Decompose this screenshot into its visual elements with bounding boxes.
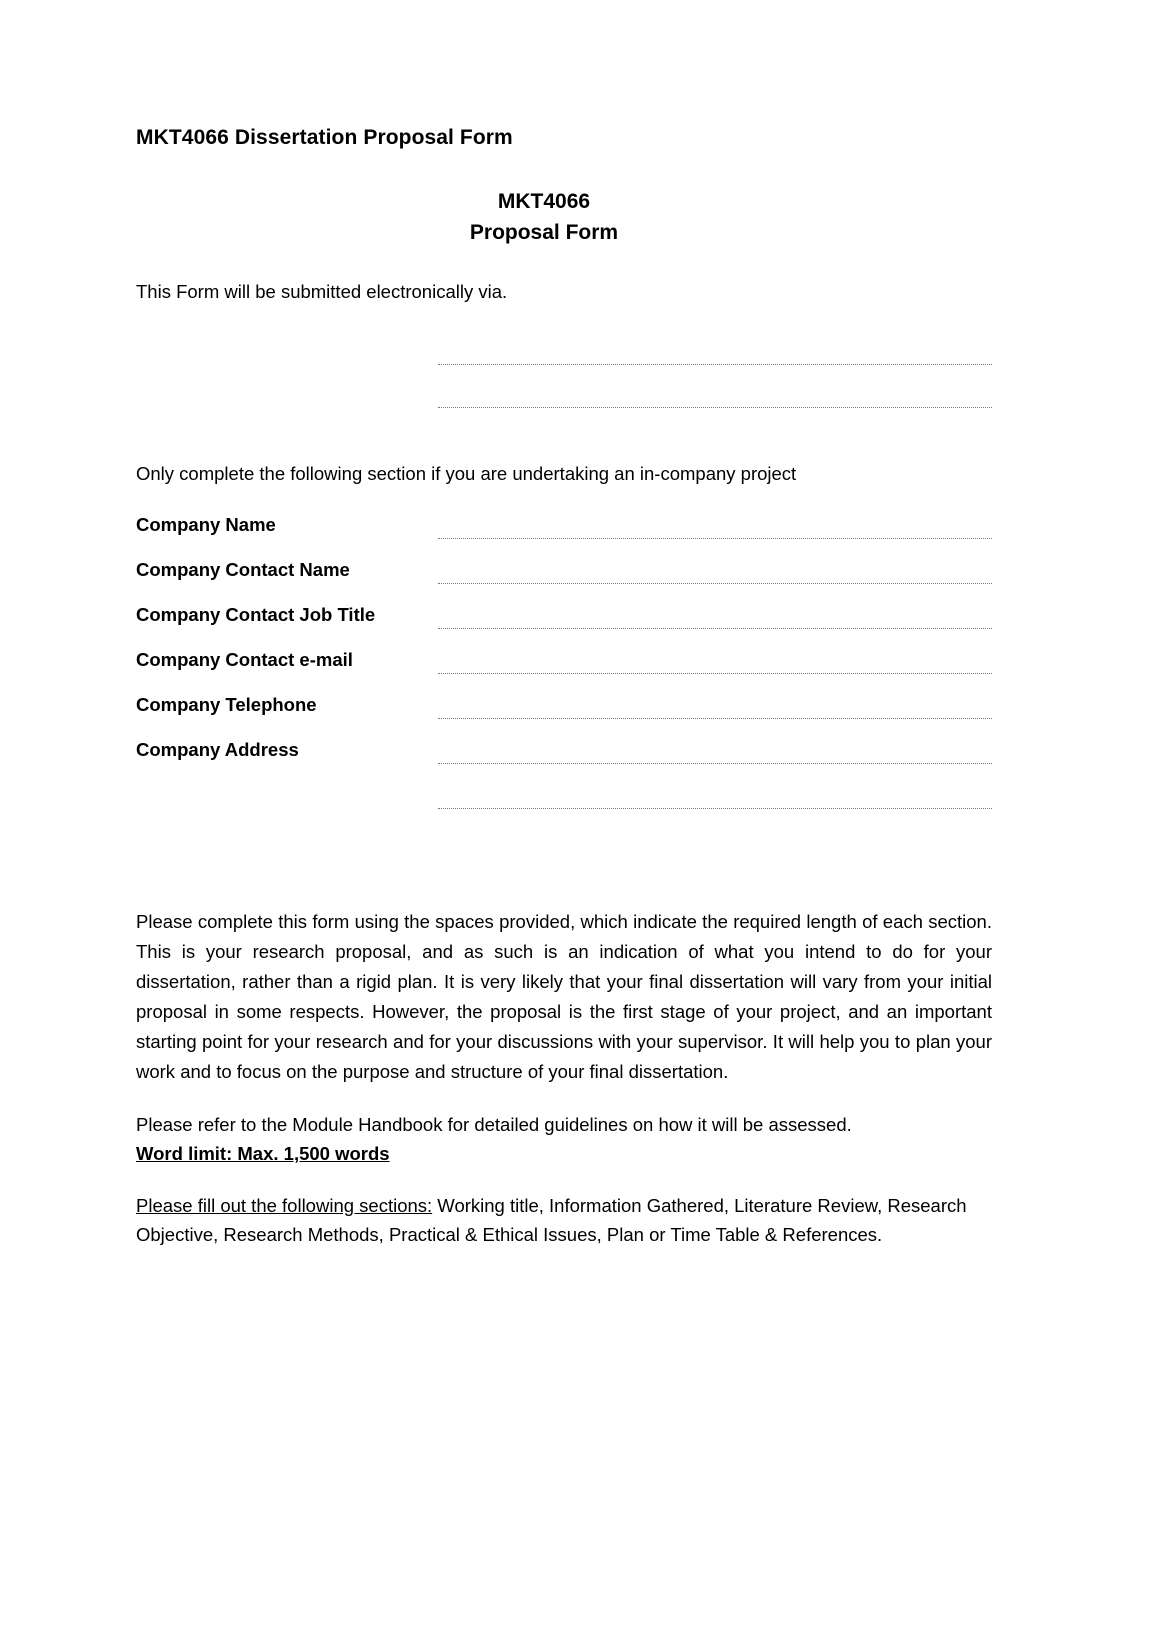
blank-response-lines bbox=[438, 364, 992, 408]
form-heading-line1: MKT4066 bbox=[497, 190, 591, 213]
field-row-company-address bbox=[136, 739, 992, 829]
field-row-company-telephone bbox=[136, 694, 992, 739]
blank-line-1[interactable] bbox=[438, 364, 992, 365]
field-input-company-contact-job-title[interactable] bbox=[438, 628, 992, 629]
document-content bbox=[136, 126, 992, 1268]
form-heading bbox=[136, 186, 992, 248]
field-row-company-contact-email bbox=[136, 649, 992, 694]
field-label-company-contact-job-title: Company Contact Job Title bbox=[136, 603, 376, 625]
field-label-company-name: Company Name bbox=[136, 513, 276, 535]
form-heading-line2: Proposal Form bbox=[469, 221, 619, 245]
field-input-company-address-line1[interactable] bbox=[438, 763, 992, 764]
field-input-company-contact-name[interactable] bbox=[438, 583, 992, 584]
field-input-company-address-line2[interactable] bbox=[438, 808, 992, 809]
in-company-note: Only complete the following section if you are undertaking an in-company project bbox=[136, 462, 797, 484]
handbook-note: Please refer to the Module Handbook for detailed guidelines on how it will be assessed. bbox=[136, 1113, 852, 1135]
instructions-paragraph: Please complete this form using the spaces provided, which indicate the required length of each section. This is your research proposal, and as such is an indication of what you intend to do for your dissertation, rather than a rigid plan. It is very likely that your final dissertation will vary from your initial proposal in some respects. However, the proposal is the first stage of your project, and an important starting point for your research and for your discussions with your supervisor. It will help you to plan your work and to focus on the purpose and structure of your final dissertation. bbox=[136, 910, 992, 1083]
blank-line-2[interactable] bbox=[438, 407, 992, 408]
fill-out-sections: Working title, Information Gathered, Literature Review, Research Objective, Research Methods, Practical & Ethical Issues, Plan or Time Table & References. bbox=[136, 1194, 967, 1246]
field-input-company-name[interactable] bbox=[438, 538, 992, 539]
instructions-block bbox=[136, 907, 992, 1250]
field-label-company-telephone: Company Telephone bbox=[136, 693, 317, 715]
field-label-company-contact-name: Company Contact Name bbox=[136, 558, 350, 580]
field-row-company-contact-job-title bbox=[136, 604, 992, 649]
field-input-company-contact-email[interactable] bbox=[438, 673, 992, 674]
word-limit: Word limit: Max. 1,500 words bbox=[136, 1143, 390, 1165]
field-label-company-contact-email: Company Contact e-mail bbox=[136, 648, 353, 670]
field-input-company-telephone[interactable] bbox=[438, 718, 992, 719]
company-details-fields bbox=[136, 514, 992, 829]
fill-out-block bbox=[136, 1191, 992, 1250]
handbook-note-block bbox=[136, 1110, 992, 1169]
field-label-company-address: Company Address bbox=[136, 738, 299, 760]
fill-out-lead: Please fill out the following sections: bbox=[136, 1194, 433, 1216]
page-title: MKT4066 Dissertation Proposal Form bbox=[136, 126, 513, 149]
field-row-company-contact-name bbox=[136, 559, 992, 604]
submission-note: This Form will be submitted electronically via. bbox=[136, 281, 508, 303]
field-row-company-name bbox=[136, 514, 992, 559]
